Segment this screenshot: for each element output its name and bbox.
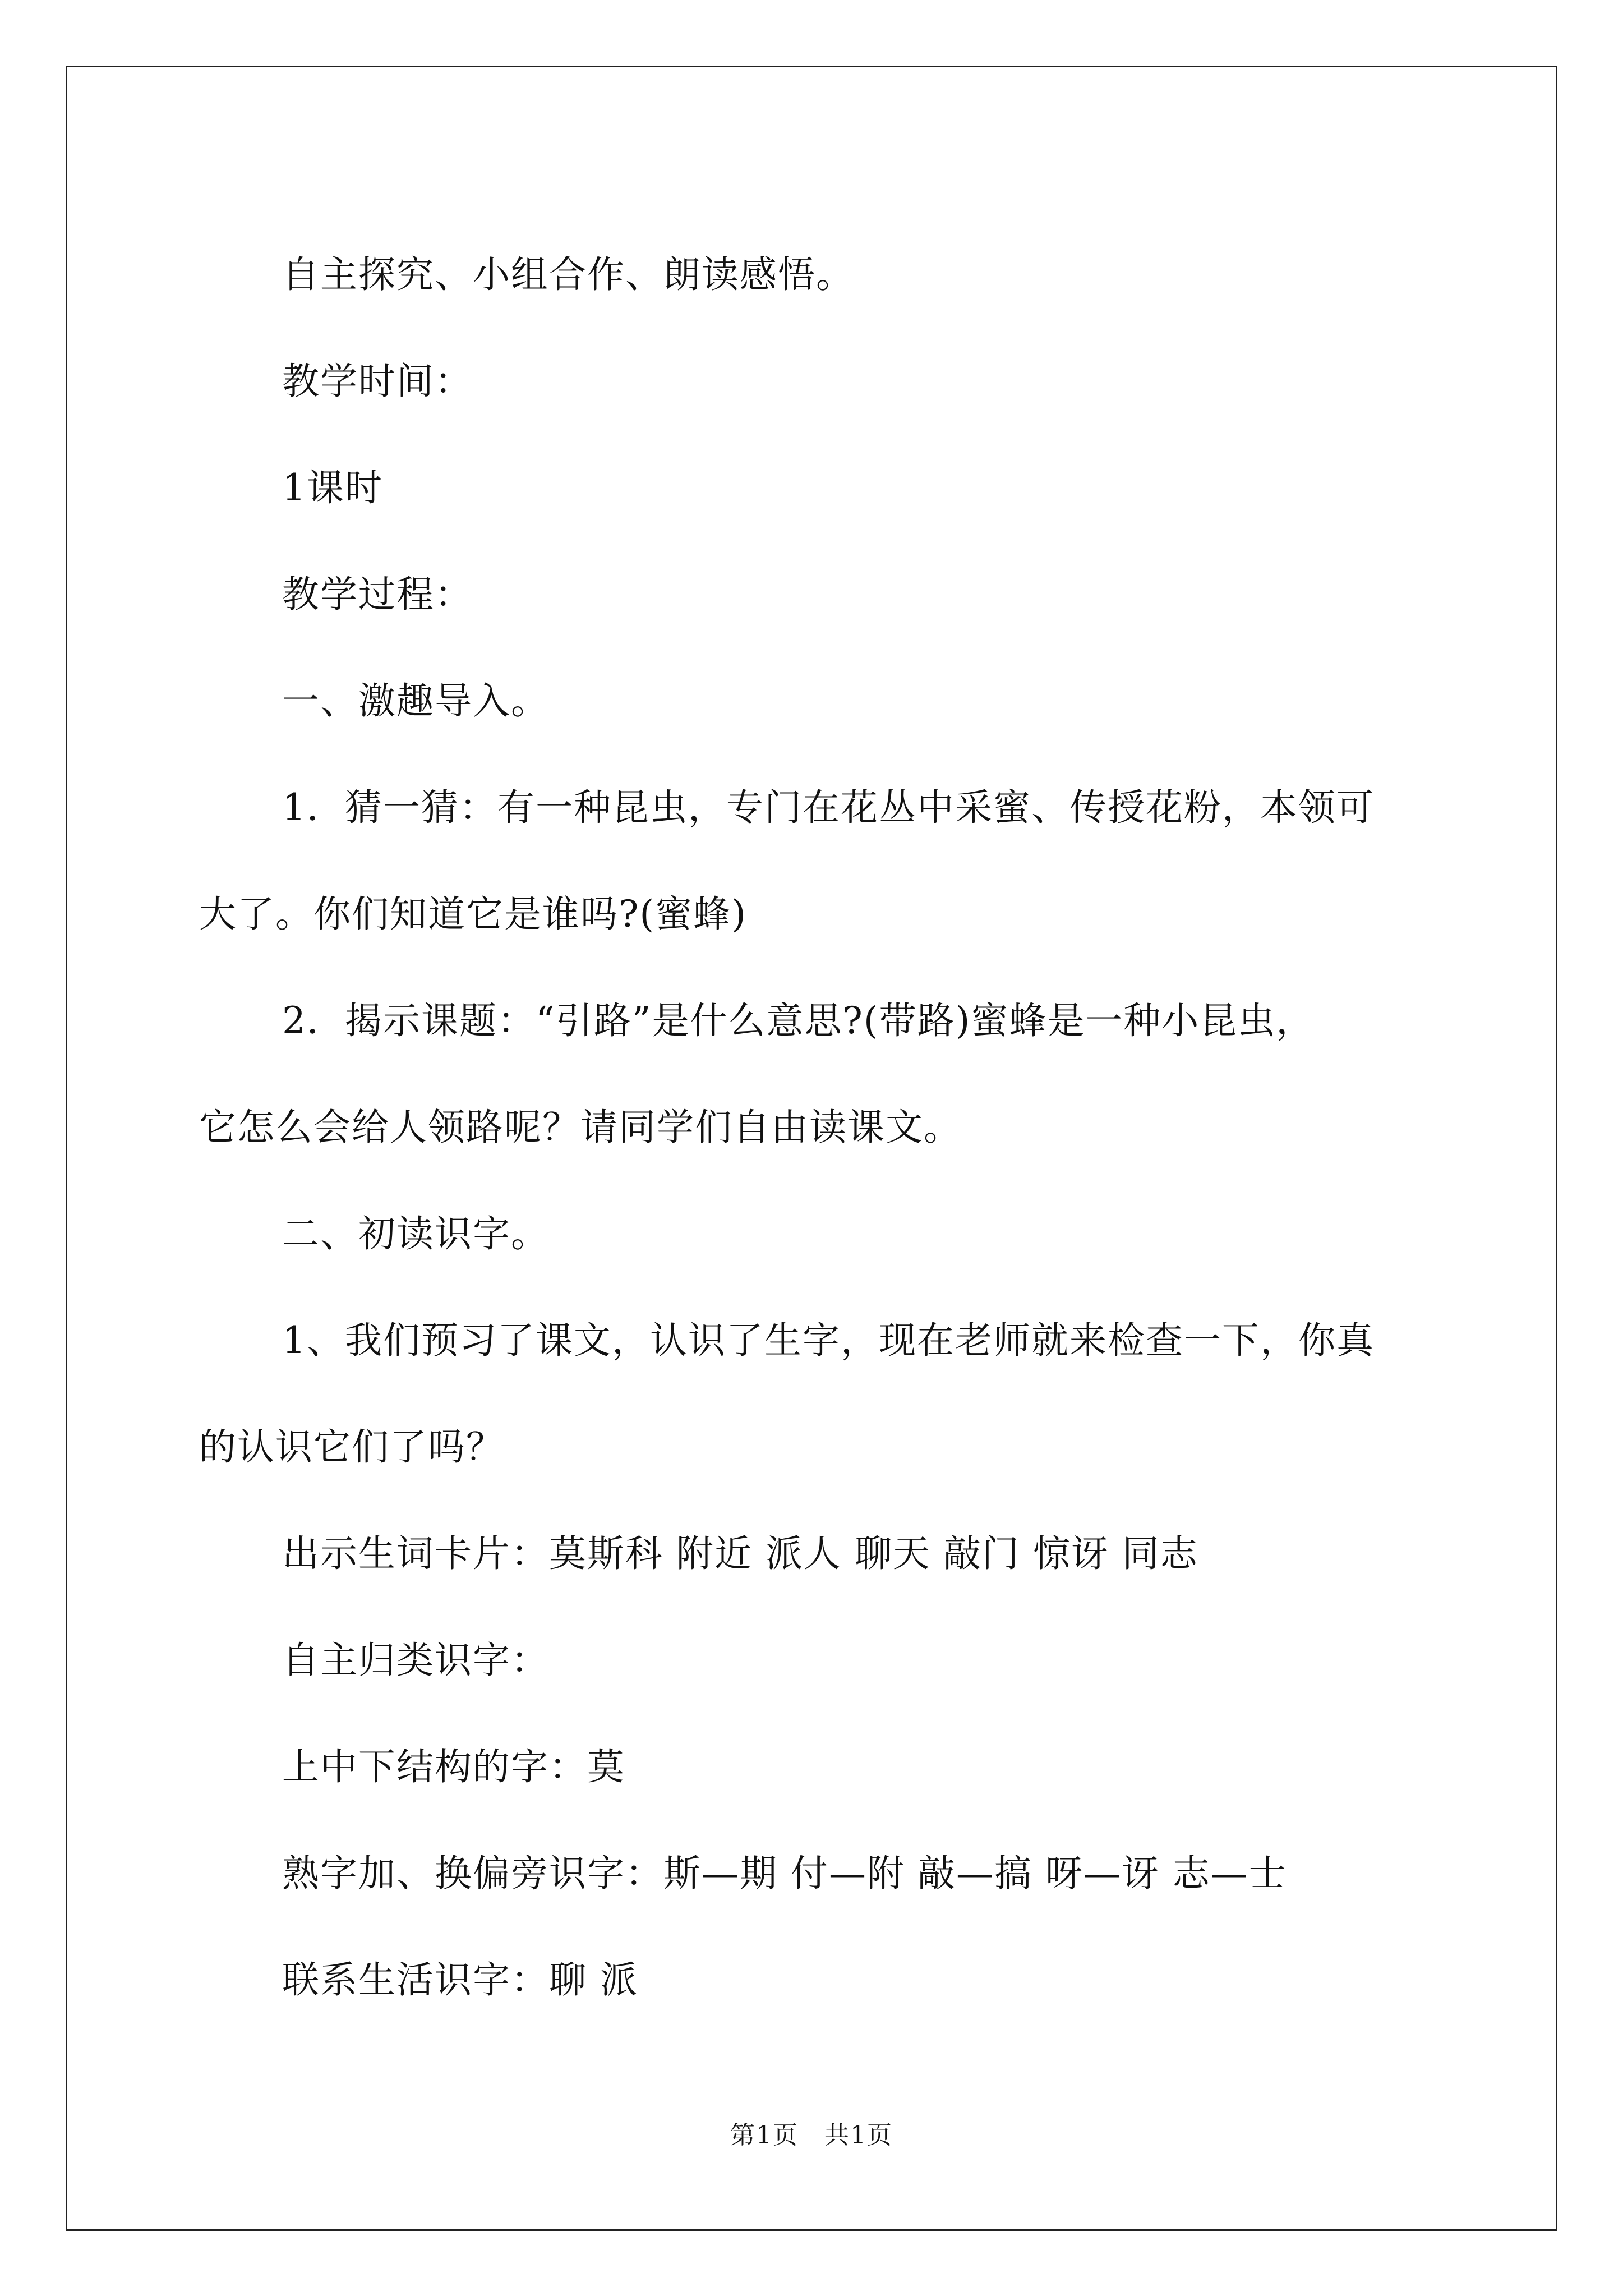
paragraph-continuation: 它怎么会给人领路呢？请同学们自由读课文。 bbox=[199, 1106, 962, 1149]
paragraph-continuation: 的认识它们了吗？ bbox=[199, 1425, 504, 1469]
paragraph: 一、激趣导入。 bbox=[282, 679, 549, 723]
paragraph: 1课时 bbox=[282, 466, 383, 509]
paragraph: 教学过程： bbox=[282, 573, 473, 616]
paragraph: 自主归类识字： bbox=[282, 1639, 549, 1682]
document-body bbox=[199, 222, 1433, 2033]
paragraph: 联系生活识字：聊 派 bbox=[282, 1958, 638, 2001]
paragraph-continuation: 大了。你们知道它是谁吗?(蜜蜂) bbox=[199, 892, 747, 936]
paragraph: 自主探究、小组合作、朗读感悟。 bbox=[282, 253, 854, 296]
paragraph: 二、初读识字。 bbox=[282, 1212, 549, 1255]
paragraph: 1．猜一猜：有一种昆虫，专门在花丛中采蜜、传授花粉，本领可 bbox=[282, 786, 1375, 829]
paragraph: 上中下结构的字：莫 bbox=[282, 1745, 625, 1788]
paragraph: 2．揭示课题：“引路”是什么意思?(带路)蜜蜂是一种小昆虫， bbox=[282, 999, 1315, 1042]
paragraph: 出示生词卡片：莫斯科 附近 派人 聊天 敲门 惊讶 同志 bbox=[282, 1532, 1198, 1575]
page-footer: 第1页 共1页 bbox=[730, 2121, 893, 2150]
paragraph: 教学时间： bbox=[282, 360, 473, 403]
paragraph: 1、我们预习了课文，认识了生字，现在老师就来检查一下，你真 bbox=[282, 1319, 1375, 1362]
paragraph: 熟字加、换偏旁识字：斯—期 付—附 敲—搞 呀—讶 志—士 bbox=[282, 1852, 1287, 1895]
